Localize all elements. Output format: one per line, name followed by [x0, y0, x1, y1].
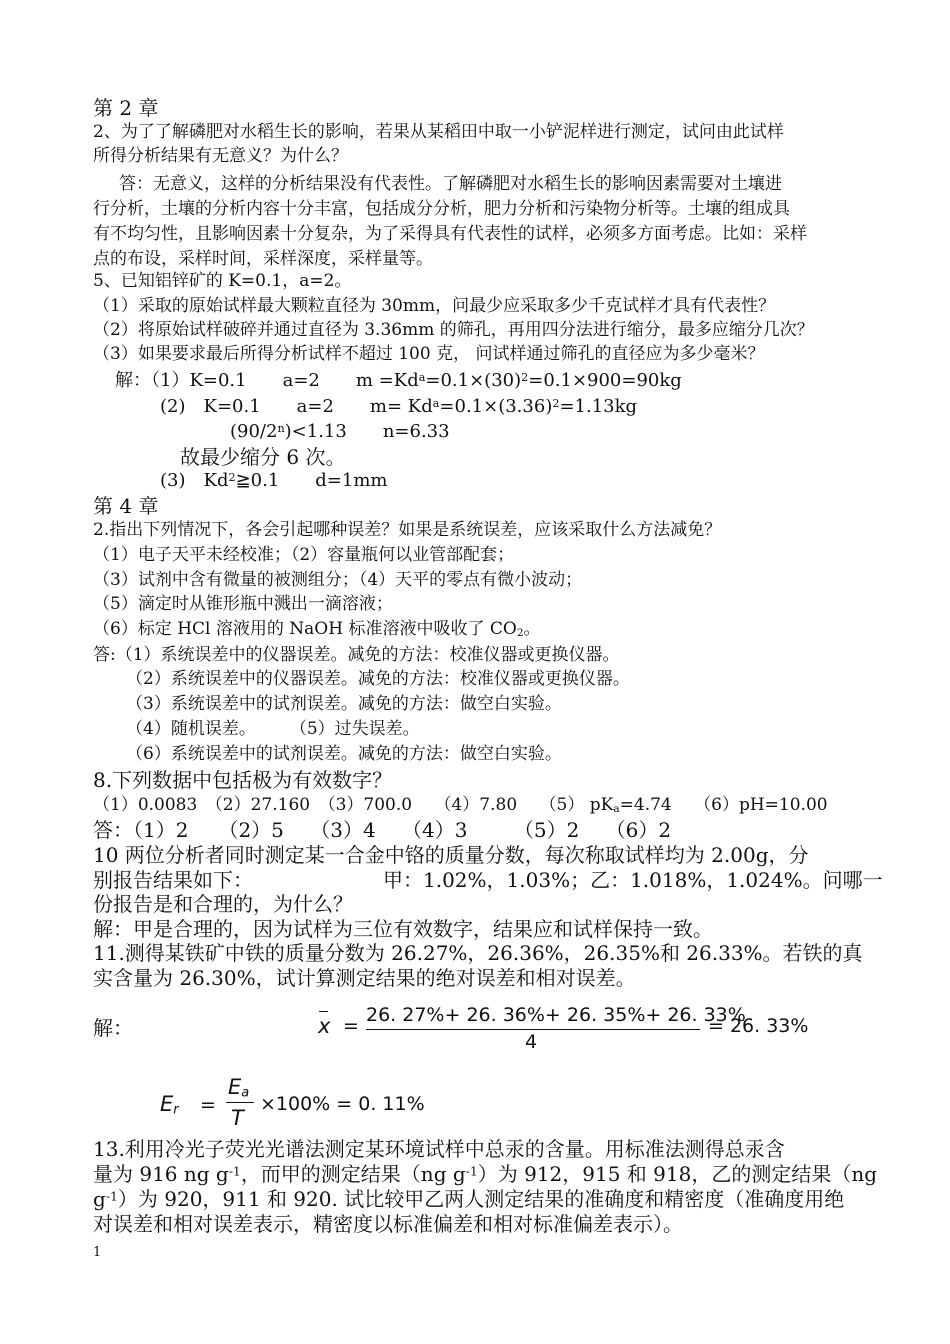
ch4-q2-case-line2: （3）试剂中含有微量的被测组分；（4）天平的零点有微小波动；: [93, 570, 583, 590]
ch4-q2-case-line1: （1）电子天平未经校准；（2）容量瓶何以业管部配套；: [93, 545, 515, 565]
relative-error-numerator: $E_a$: [228, 1075, 250, 1101]
x-bar-symbol: x: [318, 1014, 331, 1038]
ch4-q13-line3: $g^{-1}$）为 920，911 和 920. 试比较甲乙两人测定结果的准确度和精密度（准确度用绝: [93, 1187, 845, 1211]
ch4-q11-line1: 11.测得某铁矿中铁的质量分数为 26.27%，26.36%，26.35%和 26.33%。若铁的真: [93, 941, 863, 965]
ch4-q2-line1: 2.指出下列情况下，各会引起哪种误差？如果是系统误差，应该采取什么方法减免？: [93, 520, 722, 540]
ch2-q2-answer-line1: 答：无意义，这样的分析结果没有代表性。了解磷肥对水稻生长的影响因素需要对土壤进: [119, 174, 782, 194]
ch4-q10-line1: 10 两位分析者同时测定某一合金中铬的质量分数，每次称取试样均为 2.00g，分: [93, 843, 809, 867]
ch4-q2-case-line3: （5）滴定时从锥形瓶中溅出一滴溶液；: [93, 594, 393, 614]
mean-result: = 26. 33%: [708, 1015, 809, 1037]
ch4-q2-answer-line3: （3）系统误差中的试剂误差。减免的方法：做空白实验。: [126, 694, 562, 714]
ch4-q11-line2: 实含量为 26.30%，试计算测定结果的绝对误差和相对误差。: [93, 966, 636, 990]
ch4-q11-solution-label: 解：: [93, 1016, 133, 1040]
ch2-q5-solution-line4: 故最少缩分 6 次。: [180, 445, 346, 469]
ch4-q2-case-line4: （6）标定 HCl 溶液用的 NaOH 标准溶液中吸收了 $CO_2$。: [93, 619, 541, 640]
ch4-q2-answer-line2: （2）系统误差中的仪器误差。减免的方法：校准仪器或更换仪器。: [126, 669, 630, 689]
ch2-q5-solution-line3: $(90/2^n)<1.13$ n=6.33: [230, 421, 450, 442]
mean-numerator: 26. 27%+ 26. 36%+ 26. 35%+ 26. 33%: [366, 1004, 746, 1026]
relative-error-equals-sign: =: [200, 1094, 216, 1116]
ch4-q13-line4: 对误差和相对误差表示，精密度以标准偏差和相对标准偏差表示）。: [93, 1212, 683, 1236]
ch2-q5-part3: （3）如果要求最后所得分析试样不超过 100 克， 问试样通过筛孔的直径应为多少毫米？: [93, 344, 765, 364]
mean-fraction-bar: [366, 1029, 700, 1030]
ch4-q2-answer-line4: （4）随机误差。 （5）过失误差。: [126, 719, 420, 739]
ch4-q8-answer: 答：（1）2 （2）5 （3）4 （4）3 （5）2 （6）2: [93, 818, 672, 842]
ch2-q2-answer-line2: 行分析，土壤的分析内容十分丰富，包括成分分析，肥力分析和污染物分析等。土壤的组成具: [93, 199, 790, 219]
mean-denominator: 4: [525, 1031, 538, 1053]
mean-equals-sign: =: [343, 1015, 359, 1037]
ch4-q2-answer-line1: 答:（1）系统误差中的仪器误差。减免的方法：校准仪器或更换仪器。: [93, 645, 620, 665]
ch4-q10-answer: 解：甲是合理的，因为试样为三位有效数字，结果应和试样保持一致。: [93, 917, 713, 941]
ch4-q10-line3: 份报告是和合理的，为什么？: [93, 892, 353, 916]
page-number: 1: [93, 1245, 102, 1260]
ch4-q10-line2: 别报告结果如下： 甲：1.02%，1.03%；乙：1.018%，1.024%。问哪一: [93, 868, 883, 892]
ch4-q8-title: 8.下列数据中包括极为有效数字？: [93, 768, 393, 792]
ch2-q5-solution-line1: 解：（1）K=0.1 a=2 $m =Kd^a=0.1\times(30)^2=0.1\times 900=90kg$: [115, 370, 682, 391]
chapter-2-heading: 第 2 章: [93, 96, 159, 120]
ch4-q8-items: （1）0.0083 （2）27.160 （3）700.0 （4）7.80 （5） $pK_a=4.74$ （6）pH=10.00: [93, 795, 828, 816]
ch2-q5-part1: （1）采取的原始试样最大颗粒直径为 30mm，问最少应采取多少千克试样才具有代表性？: [93, 296, 776, 316]
relative-error-symbol: $E_r$: [160, 1092, 179, 1118]
ch2-q2-line1: 2、为了了解磷肥对水稻生长的影响，若果从某稻田中取一小铲泥样进行测定，试问由此试样: [93, 122, 784, 142]
ch2-q5-part2: （2）将原始试样破碎并通过直径为 3.36mm 的筛孔，再用四分法进行缩分，最多应缩分几次？: [93, 320, 814, 340]
ch2-q5-solution-line5: (3) Kd$^2$≧0.1 d=1mm: [160, 470, 388, 491]
relative-error-result: ×100% = 0. 11%: [260, 1093, 425, 1115]
chapter-4-heading: 第 4 章: [93, 494, 159, 518]
ch2-q2-answer-line3: 有不均匀性，且影响因素十分复杂，为了采得具有代表性的试样，必须多方面考虑。比如：采样: [93, 224, 807, 244]
x-bar-overline: [319, 1011, 328, 1012]
ch2-q2-line2: 所得分析结果有无意义？为什么？: [93, 146, 348, 166]
ch4-q2-answer-line5: （6）系统误差中的试剂误差。减免的方法：做空白实验。: [126, 744, 562, 764]
ch4-q13-line1: 13.利用冷光子荧光光谱法测定某环境试样中总汞的含量。用标准法测得总汞含: [93, 1137, 785, 1161]
ch2-q5-solution-line2: (2) K=0.1 a=2 $m= Kd^a=0.1\times(3.36)^2=1.13kg$: [160, 396, 638, 417]
relative-error-denominator: T: [231, 1106, 244, 1130]
ch2-q5-intro: 5、已知铝锌矿的 K=0.1，a=2。: [93, 271, 352, 291]
relative-error-fraction-bar: [226, 1102, 254, 1103]
ch2-q2-answer-line4: 点的布设，采样时间，采样深度，采样量等。: [93, 249, 433, 269]
ch4-q13-line2: 量为 916 ng $g^{-1}$，而甲的测定结果（ng $g^{-1}$）为 912，915 和 918，乙的测定结果（ng: [93, 1162, 878, 1186]
